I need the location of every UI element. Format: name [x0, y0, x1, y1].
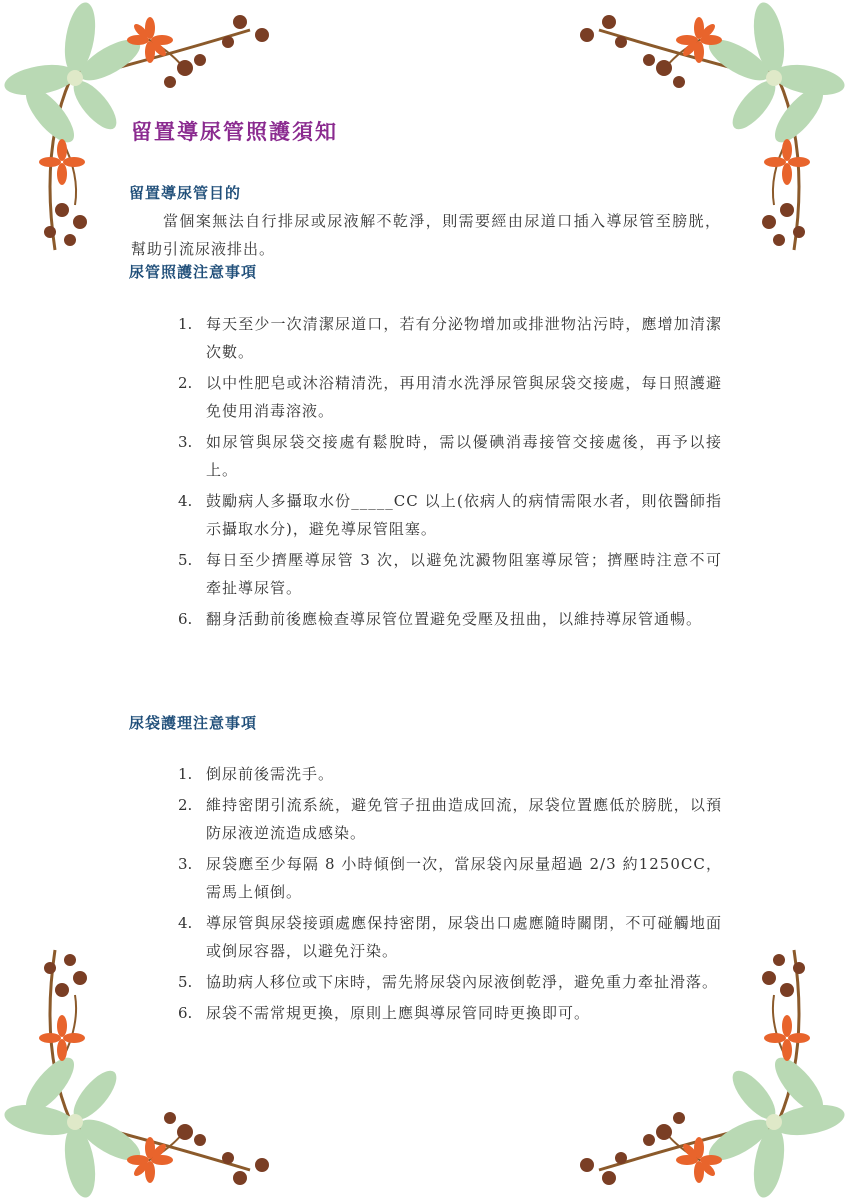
item-number: 5. — [178, 551, 193, 569]
bag-care-heading: 尿袋護理注意事項 — [129, 714, 258, 732]
item-number: 4. — [178, 914, 193, 932]
bag-care-list — [178, 760, 722, 1030]
item-text: 翻身活動前後應檢查導尿管位置避免受壓及扭曲，以維持導尿管通暢。 — [206, 610, 703, 628]
item-text: 尿袋不需常規更換，原則上應與導尿管同時更換即可。 — [206, 1004, 591, 1022]
item-text: 以中性肥皂或沐浴精清洗，再用清水洗淨尿管與尿袋交接處，每日照護避免使用消毒溶液。 — [206, 374, 722, 420]
item-number: 5. — [178, 973, 193, 991]
item-text: 倒尿前後需洗手。 — [206, 765, 335, 783]
list-item — [178, 546, 722, 602]
list-item — [178, 968, 722, 996]
item-text: 每天至少一次清潔尿道口，若有分泌物增加或排泄物沾污時，應增加清潔次數。 — [206, 315, 722, 361]
item-number: 3. — [178, 855, 193, 873]
item-number: 2. — [178, 796, 193, 814]
list-item — [178, 605, 722, 633]
list-item — [178, 791, 722, 847]
item-text: 尿袋應至少每隔 8 小時傾倒一次，當尿袋內尿量超過 2/3 約1250CC，需馬上傾倒。 — [206, 855, 722, 901]
item-text: 導尿管與尿袋接頭處應保持密閉，尿袋出口處應隨時關閉，不可碰觸地面或倒尿容器，以避免汙染。 — [206, 914, 722, 960]
purpose-paragraph: 當個案無法自行排尿或尿液解不乾淨，則需要經由尿道口插入導尿管至膀胱，幫助引流尿液排出。 — [131, 212, 721, 258]
page-title: 留置導尿管照護須知 — [131, 119, 338, 144]
item-text: 每日至少擠壓導尿管 3 次，以避免沈澱物阻塞導尿管；擠壓時注意不可牽扯導尿管。 — [206, 551, 722, 597]
item-text: 鼓勵病人多攝取水份_____CC 以上(依病人的病情需限水者，則依醫師指示攝取水分)，避免導尿管阻塞。 — [206, 492, 722, 538]
item-number: 6. — [178, 1004, 193, 1022]
item-number: 1. — [178, 765, 193, 783]
item-text: 如尿管與尿袋交接處有鬆脫時，需以優碘消毒接管交接處後，再予以接上。 — [206, 433, 722, 479]
item-number: 6. — [178, 610, 193, 628]
purpose-heading: 留置導尿管目的 — [129, 184, 242, 202]
item-number: 2. — [178, 374, 193, 392]
list-item — [178, 369, 722, 425]
list-item — [178, 850, 722, 906]
catheter-care-heading: 尿管照護注意事項 — [129, 263, 258, 281]
list-item — [178, 909, 722, 965]
list-item — [178, 428, 722, 484]
item-text: 維持密閉引流系統，避免管子扭曲造成回流，尿袋位置應低於膀胱，以預防尿液逆流造成感染。 — [206, 796, 722, 842]
catheter-care-list — [178, 310, 722, 636]
item-number: 1. — [178, 315, 193, 333]
item-number: 4. — [178, 492, 193, 510]
list-item — [178, 310, 722, 366]
list-item — [178, 760, 722, 788]
item-text: 協助病人移位或下床時，需先將尿袋內尿液倒乾淨，避免重力牽扯滑落。 — [206, 973, 719, 991]
item-number: 3. — [178, 433, 193, 451]
list-item — [178, 487, 722, 543]
list-item — [178, 999, 722, 1027]
